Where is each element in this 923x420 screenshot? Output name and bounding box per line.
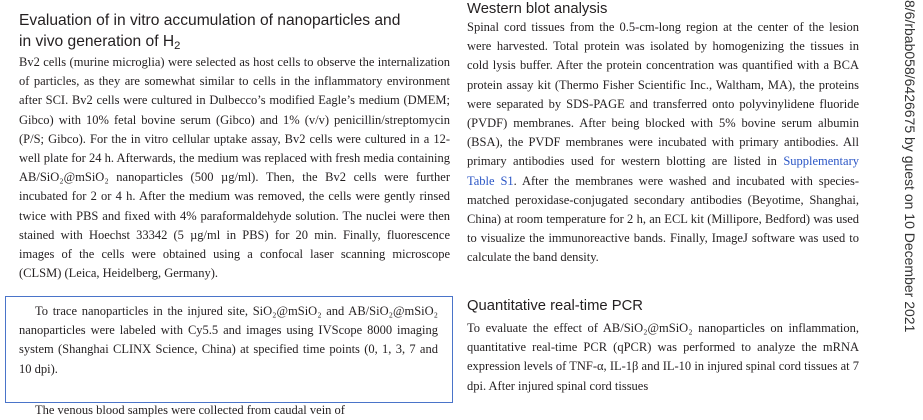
paragraph-blood-samples: The venous blood samples were collected from caudal vein of bbox=[35, 403, 345, 417]
download-notice-sidebar bbox=[897, 0, 923, 420]
section-heading-western-blot: Western blot analysis bbox=[467, 1, 608, 17]
supplementary-table-link[interactable]: Supplementary Table S1 bbox=[467, 154, 859, 188]
section-heading-accumulation bbox=[19, 10, 450, 52]
paragraph-nanoparticle-tracing: To trace nanoparticles in the injured site, SiO₂@mSiO₂ and AB/SiO₂@mSiO₂ nanoparticles were labeled with Cy5.5 and images using IVScope 8000 imaging system (Shanghai CLINX Science, China) at specified time points (0, 1, 3, 7 and 10 dpi). bbox=[19, 304, 438, 376]
section-heading-qpcr: Quantitative real-time PCR bbox=[467, 298, 643, 314]
heading-line2: in vivo generation of H bbox=[19, 33, 175, 50]
heading-subscript: 2 bbox=[174, 39, 181, 52]
download-notice-text: 8/6/rbab058/6426675 by guest on 10 December 2021 bbox=[902, 0, 918, 333]
western-blot-text-1: Spinal cord tissues from the 0.5-cm-long region at the center of the lesion were harvested. Total protein was isolated by homogenizing the tissues in cold lysis buffer. After the protein concentration was quantified with a BCA protein assay kit (Thermo Fisher Scientific Inc., Waltham, MA), the proteins were separated by SDS-PAGE and transferred onto polyvinylidene fluoride (PVDF) membranes. After being blocked with 5% bovine serum albumin (BSA), the PVDF membranes were incubated with primary antibodies. All primary antibodies used for western blotting are listed in bbox=[467, 20, 859, 169]
paragraph-bv2-cells: Bv2 cells (murine microglia) were selected as host cells to observe the internalization of particles, as they are somewhat similar to cells in the inflammatory environment after SCI. Bv2 cells were cultured in Dulbecco’s modified Eagle’s medium (DMEM; Gibco) with 10% fetal bovine serum (Gibco) and 1% (v/v) penicillin/streptomycin (P/S; Gibco). For the in vitro cellular uptake assay, Bv2 cells were cultured in a 12-well plate for 24 h. Afterwards, the medium was replaced with fresh media containing AB/SiO₂@mSiO₂ nanoparticles (500 µg/ml). Then, the Bv2 cells were further incubated for 2 or 4 h. After the medium was removed, the cells were gently rinsed twice with PBS and fixed with 4% paraformaldehyde solution. The nuclei were then stained with Hoechst 33342 (5 µg/ml in PBS) for 20 min. Finally, fluorescence images of the cells were obtained using a confocal laser scanning microscope (CLSM) (Leica, Heidelberg, Germany). bbox=[19, 55, 450, 281]
paragraph-qpcr: To evaluate the effect of AB/SiO₂@mSiO₂ nanoparticles on inflammation, quantitative real-time PCR (qPCR) was performed to analyze the mRNA expression levels of TNF-α, IL-1β and IL-10 in injured spinal cord tissues at 7 dpi. After injured spinal cord tissues bbox=[467, 321, 859, 393]
western-blot-text-2: . After the membranes were washed and incubated with species-matched peroxidase-conjugated secondary antibodies (Beyotime, Shanghai, China) at room temperature for 2 h, an ECL kit (Millipore, Bedford) was used to visualize the immunoreactive bands. Finally, ImageJ software was used to calculate the band density. bbox=[467, 173, 859, 265]
heading-line1: Evaluation of in vitro accumulation of nanoparticles and bbox=[19, 12, 401, 29]
paragraph-western-blot bbox=[467, 18, 859, 280]
